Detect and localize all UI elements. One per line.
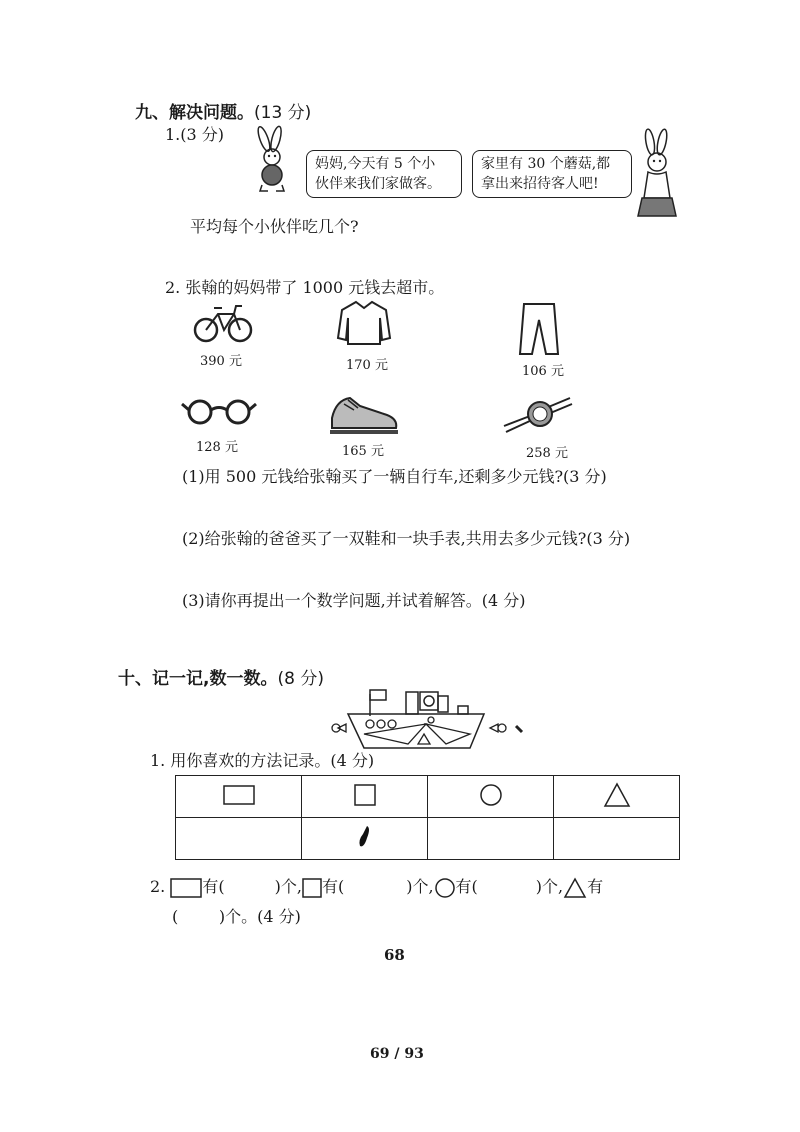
speech-bubble-mother: 家里有 30 个蘑菇,都 拿出来招待客人吧! [472,150,632,198]
q2-text: 2. 张翰的妈妈带了 1000 元钱去超市。 [165,278,445,297]
shape-ship-illustration [328,686,528,756]
header-square-cell [302,776,428,818]
price-glasses: 128 元 [196,440,238,455]
pants-icon [518,302,560,358]
rectangle-shape-icon [170,877,202,899]
rectangle-shape-icon [222,783,256,807]
triangle-shape-icon [603,782,631,808]
price-sweater: 170 元 [346,358,388,373]
price-pants: 106 元 [522,364,564,379]
s10-q2-line1: 2. 有( )个, 有( )个, 有( )个, 有 [150,874,603,899]
square-shape-icon [302,878,322,898]
speech-bubble-child: 妈妈,今天有 5 个小 伙伴来我们家做客。 [306,150,462,198]
section10-title: 十、记一记,数一数。(8 分) [118,669,324,689]
rabbit-mother-icon [632,128,682,220]
header-rectangle-cell [176,776,302,818]
s10-q2-line2: ( )个。(4 分) [172,907,301,926]
q1-question: 平均每个小伙伴吃几个? [190,217,359,236]
record-table [175,775,680,860]
answer-cell-triangle[interactable] [554,818,680,860]
section9-title: 九、解决问题。(13 分) [135,103,312,123]
q2-sub2: (2)给张翰的爸爸买了一双鞋和一块手表,共用去多少元钱?(3 分) [182,529,631,548]
watch-icon [500,390,576,436]
q1-header: 1.(3 分) [165,125,225,144]
rabbit-child-icon [248,125,296,193]
shoes-icon [326,388,404,438]
price-watch: 258 元 [526,446,568,461]
glasses-icon [180,396,258,426]
ink-blot-mark [355,822,375,852]
circle-shape-icon [478,782,504,808]
header-circle-cell [428,776,554,818]
price-shoes: 165 元 [342,444,384,459]
header-triangle-cell [554,776,680,818]
square-shape-icon [353,783,377,807]
sweater-icon [336,298,392,348]
q2-sub1: (1)用 500 元钱给张翰买了一辆自行车,还剩多少元钱?(3 分) [182,467,607,486]
circle-shape-icon [434,877,456,899]
bicycle-icon [192,300,254,344]
q2-sub3: (3)请你再提出一个数学问题,并试着解答。(4 分) [182,591,526,610]
page-number: 68 [384,946,405,964]
answer-cell-circle[interactable] [428,818,554,860]
triangle-shape-icon [563,877,587,899]
price-bicycle: 390 元 [200,354,242,369]
answer-cell-square[interactable] [302,818,428,860]
s10-q1-text: 1. 用你喜欢的方法记录。(4 分) [150,751,375,770]
answer-cell-rectangle[interactable] [176,818,302,860]
page-counter: 69 / 93 [370,1046,424,1062]
